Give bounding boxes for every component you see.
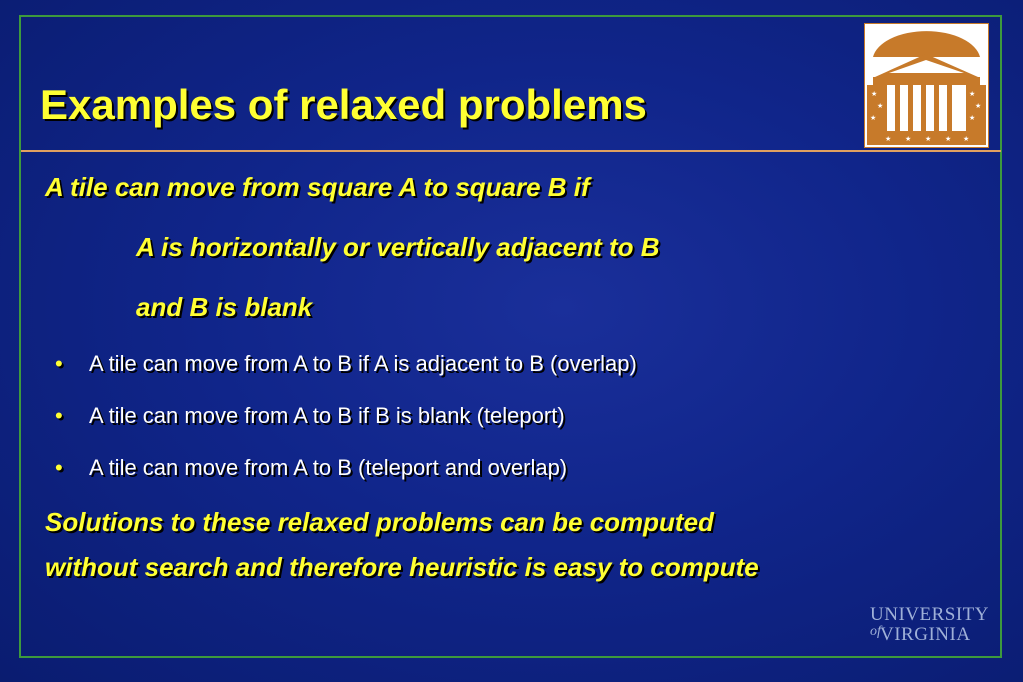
svg-text:★: ★ <box>925 135 932 143</box>
svg-text:★: ★ <box>963 135 970 143</box>
university-wordmark <box>870 604 995 648</box>
svg-text:★: ★ <box>975 102 982 110</box>
bullet-marker: • <box>55 455 63 480</box>
wordmark-university: UNIVERSITY <box>870 604 989 625</box>
svg-text:★: ★ <box>969 114 976 122</box>
svg-text:★: ★ <box>905 135 912 143</box>
svg-text:★: ★ <box>945 135 952 143</box>
svg-text:★: ★ <box>871 90 878 98</box>
svg-text:★: ★ <box>870 114 877 122</box>
wordmark-virginia: VIRGINIA <box>880 624 971 645</box>
conclusion-line-1: Solutions to these relaxed problems can be computed <box>45 507 714 537</box>
bullet-item-overlap <box>55 351 637 377</box>
bullet-text: A tile can move from A to B (teleport and overlap) <box>89 455 568 480</box>
rotunda-logo-icon <box>864 23 989 148</box>
title-divider <box>21 150 1001 152</box>
bullet-marker: • <box>55 403 63 428</box>
bullet-text: A tile can move from A to B if B is blank (teleport) <box>89 403 565 428</box>
wordmark-of: of <box>870 624 881 639</box>
conclusion-line-2: without search and therefore heuristic is easy to compute <box>45 552 759 582</box>
svg-text:★: ★ <box>885 135 892 143</box>
rule-line-2: A is horizontally or vertically adjacent to B <box>136 232 660 262</box>
bullet-item-teleport-and-overlap <box>55 455 567 481</box>
bullet-marker: • <box>55 351 63 376</box>
bullet-item-teleport <box>55 403 565 429</box>
rule-line-1: A tile can move from square A to square B if <box>45 172 590 202</box>
slide-title: Examples of relaxed problems <box>40 81 647 128</box>
rule-line-3: and B is blank <box>136 292 313 322</box>
svg-text:★: ★ <box>877 102 884 110</box>
bullet-text: A tile can move from A to B if A is adjacent to B (overlap) <box>89 351 637 376</box>
svg-text:★: ★ <box>969 90 976 98</box>
